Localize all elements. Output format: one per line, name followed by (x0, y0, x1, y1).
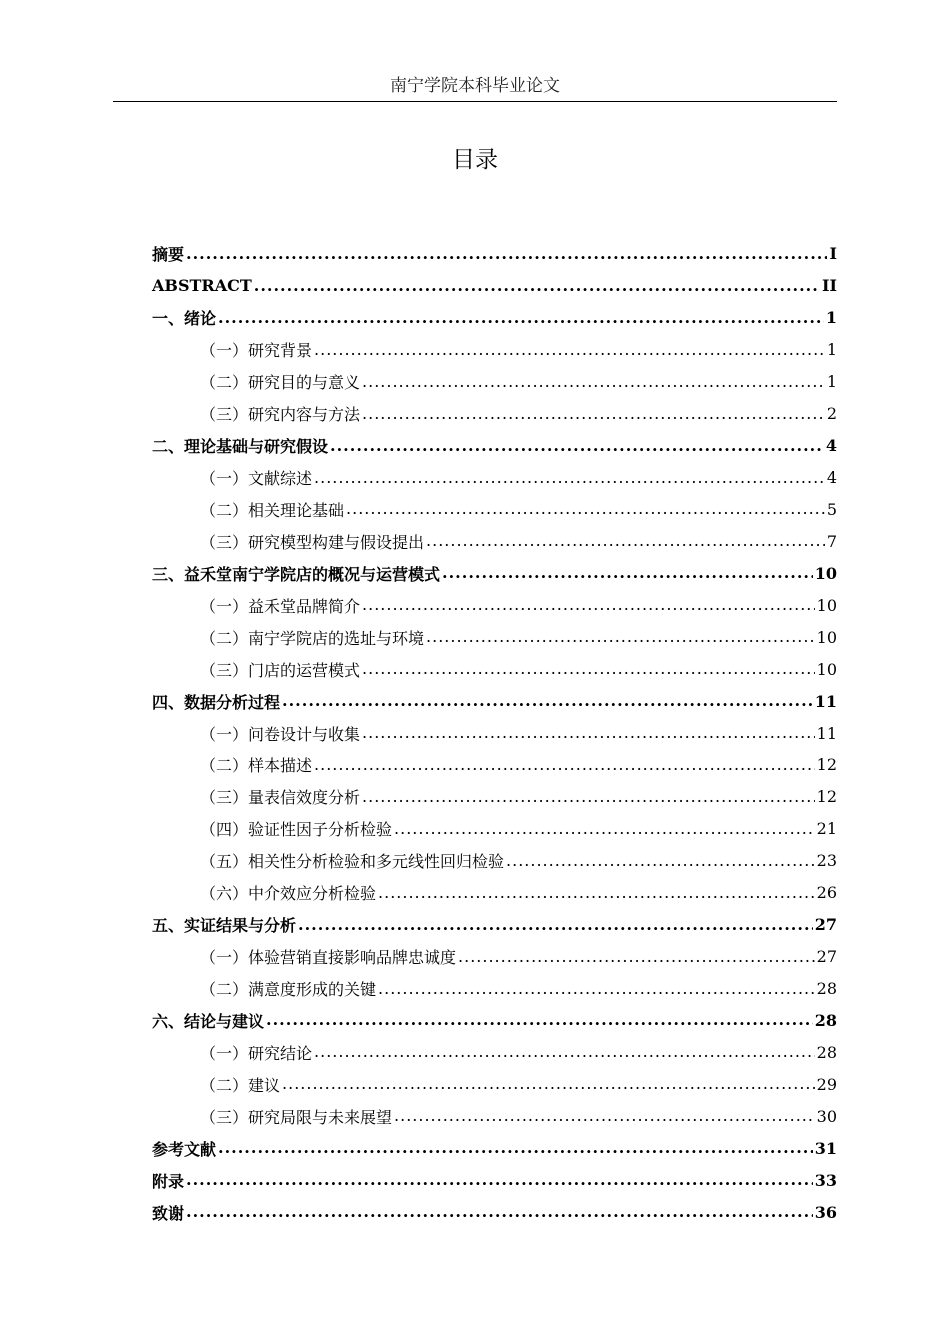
toc-entry-title: 摘要 (152, 245, 185, 265)
toc-entry-page-number: 28 (814, 1010, 837, 1030)
toc-entry-number: （三） (200, 1107, 249, 1127)
toc-leader-dots (314, 468, 825, 488)
toc-entry[interactable] (152, 1132, 837, 1164)
toc-entry-number: 五、 (152, 916, 185, 936)
toc-entry-number: （二） (200, 980, 249, 1000)
toc-entry[interactable] (152, 1005, 837, 1037)
toc-entry-number: 四、 (152, 692, 185, 712)
toc-leader-dots (378, 883, 815, 903)
toc-entry-page-number: 12 (816, 755, 837, 775)
toc-entry-number: （一） (200, 948, 249, 968)
toc-entry[interactable] (152, 525, 837, 557)
toc-leader-dots (186, 1170, 813, 1190)
toc-entry-title: 致谢 (152, 1203, 185, 1223)
toc-leader-dots (330, 436, 824, 456)
toc-entry-page-number: 10 (816, 595, 837, 615)
toc-entry-title: 相关性分析检验和多元线性回归检验 (248, 852, 505, 872)
toc-entry[interactable] (152, 462, 837, 494)
toc-entry[interactable] (152, 430, 837, 462)
toc-entry-page-number: 10 (814, 563, 837, 583)
toc-leader-dots (458, 947, 815, 967)
header-rule (113, 101, 837, 102)
toc-entry-title: 体验营销直接影响品牌忠诚度 (248, 948, 457, 968)
toc-leader-dots (362, 723, 815, 743)
toc-entry-page-number: 21 (816, 819, 837, 839)
toc-leader-dots (254, 276, 820, 296)
toc-entry-title: 益禾堂品牌简介 (248, 596, 361, 616)
toc-leader-dots (362, 659, 815, 679)
toc-entry-title: 结论与建议 (184, 1011, 265, 1031)
toc-entry[interactable] (152, 366, 837, 398)
toc-entry[interactable] (152, 1196, 837, 1228)
toc-entry-number: 二、 (152, 437, 185, 457)
toc-entry-title: 文献综述 (248, 469, 313, 489)
toc-entry-page-number: 31 (814, 1138, 837, 1158)
toc-leader-dots (186, 244, 827, 264)
toc-entry-title: 量表信效度分析 (248, 788, 361, 808)
toc-leader-dots (378, 979, 815, 999)
toc-entry-title: 南宁学院店的选址与环境 (248, 628, 425, 648)
toc-leader-dots (362, 372, 825, 392)
toc-entry[interactable] (152, 238, 837, 270)
toc-entry-title: 数据分析过程 (184, 692, 281, 712)
toc-entry-number: （三） (200, 532, 249, 552)
toc-entry-number: （二） (200, 1075, 249, 1095)
toc-entry-title: 验证性因子分析检验 (248, 820, 393, 840)
toc-entry[interactable] (152, 1068, 837, 1100)
toc-entry-number: 六、 (152, 1011, 185, 1031)
toc-leader-dots (186, 1202, 813, 1222)
toc-entry-number: （二） (200, 628, 249, 648)
toc-entry-title: 绪论 (184, 309, 217, 329)
toc-entry-page-number: 1 (825, 308, 837, 328)
toc-entry-page-number: 30 (816, 1106, 837, 1126)
toc-entry-page-number: 33 (814, 1170, 837, 1190)
toc-leader-dots (426, 627, 815, 647)
toc-entry-page-number: I (829, 244, 837, 264)
toc-entry-page-number: 29 (816, 1074, 837, 1094)
toc-entry-number: （一） (200, 1043, 249, 1063)
toc-leader-dots (282, 691, 813, 711)
toc-entry-number: （一） (200, 341, 249, 361)
toc-leader-dots (266, 1010, 813, 1030)
toc-entry-title: 研究内容与方法 (248, 405, 361, 425)
toc-entry[interactable] (152, 941, 837, 973)
toc-entry[interactable] (152, 398, 837, 430)
toc-leader-dots (298, 915, 813, 935)
toc-entry-title: 样本描述 (248, 756, 313, 776)
toc-entry[interactable] (152, 781, 837, 813)
toc-leader-dots (282, 1074, 815, 1094)
toc-entry-title: 中介效应分析检验 (248, 884, 377, 904)
toc-entry-page-number: 26 (816, 883, 837, 903)
toc-entry-page-number: 12 (816, 787, 837, 807)
toc-entry-title: 研究局限与未来展望 (248, 1107, 393, 1127)
toc-entry-title: 理论基础与研究假设 (184, 437, 329, 457)
toc-entry-number: （三） (200, 788, 249, 808)
toc-entry-number: （二） (200, 756, 249, 776)
page-title: 目录 (452, 147, 498, 173)
toc-entry-page-number: II (822, 276, 837, 296)
toc-entry-title: 附录 (152, 1171, 185, 1191)
table-of-contents (152, 238, 837, 1228)
toc-leader-dots (218, 1138, 813, 1158)
toc-entry-number: （三） (200, 405, 249, 425)
toc-leader-dots (314, 1042, 815, 1062)
toc-entry-number: （五） (200, 852, 249, 872)
toc-entry-page-number: 23 (816, 851, 837, 871)
toc-entry-title: 门店的运营模式 (248, 660, 361, 680)
toc-entry-number: （一） (200, 469, 249, 489)
toc-leader-dots (314, 755, 815, 775)
toc-entry[interactable] (152, 270, 837, 302)
toc-entry-page-number: 2 (826, 404, 837, 424)
toc-entry[interactable] (152, 749, 837, 781)
toc-entry-title: ABSTRACT (152, 276, 252, 296)
toc-entry-page-number: 10 (816, 627, 837, 647)
toc-leader-dots (314, 340, 825, 360)
toc-entry-page-number: 27 (816, 947, 837, 967)
toc-entry-title: 参考文献 (152, 1139, 217, 1159)
toc-entry-title: 相关理论基础 (248, 500, 345, 520)
toc-entry-number: （六） (200, 884, 249, 904)
toc-entry-page-number: 1 (826, 340, 837, 360)
toc-entry-number: （一） (200, 724, 249, 744)
toc-entry-number: （一） (200, 596, 249, 616)
toc-leader-dots (506, 851, 815, 871)
toc-entry[interactable] (152, 557, 837, 589)
toc-entry-page-number: 5 (826, 499, 837, 519)
toc-entry[interactable] (152, 1100, 837, 1132)
toc-entry-page-number: 10 (816, 659, 837, 679)
toc-entry-title: 研究目的与意义 (248, 373, 361, 393)
toc-entry-page-number: 28 (816, 1042, 837, 1062)
toc-leader-dots (346, 499, 825, 519)
toc-entry[interactable] (152, 334, 837, 366)
toc-entry[interactable] (152, 909, 837, 941)
toc-entry-page-number: 11 (816, 723, 837, 743)
toc-leader-dots (394, 819, 815, 839)
toc-entry-page-number: 4 (826, 468, 837, 488)
toc-entry-title: 问卷设计与收集 (248, 724, 361, 744)
toc-entry-number: （二） (200, 500, 249, 520)
toc-entry[interactable] (152, 717, 837, 749)
toc-leader-dots (426, 531, 825, 551)
toc-entry-number: 三、 (152, 564, 185, 584)
toc-entry-page-number: 7 (826, 531, 837, 551)
toc-entry-title: 研究模型构建与假设提出 (248, 532, 425, 552)
toc-entry[interactable] (152, 973, 837, 1005)
toc-entry[interactable] (152, 845, 837, 877)
toc-entry[interactable] (152, 621, 837, 653)
toc-entry-number: （三） (200, 660, 249, 680)
toc-entry-title: 实证结果与分析 (184, 916, 297, 936)
toc-entry-page-number: 36 (814, 1202, 837, 1222)
toc-entry-number: （二） (200, 373, 249, 393)
toc-entry[interactable] (152, 302, 837, 334)
toc-entry[interactable] (152, 653, 837, 685)
toc-entry[interactable] (152, 813, 837, 845)
running-header: 南宁学院本科毕业论文 (390, 76, 560, 96)
toc-entry[interactable] (152, 877, 837, 909)
toc-entry-page-number: 4 (825, 436, 837, 456)
toc-leader-dots (442, 563, 813, 583)
toc-entry-title: 研究结论 (248, 1043, 313, 1063)
toc-leader-dots (362, 787, 815, 807)
toc-entry-page-number: 28 (816, 979, 837, 999)
toc-entry-page-number: 11 (814, 691, 837, 711)
toc-entry-number: 一、 (152, 309, 185, 329)
toc-leader-dots (218, 308, 824, 328)
toc-entry-title: 建议 (248, 1075, 281, 1095)
toc-entry[interactable] (152, 589, 837, 621)
toc-leader-dots (362, 595, 815, 615)
toc-entry-title: 研究背景 (248, 341, 313, 361)
toc-entry[interactable] (152, 1164, 837, 1196)
toc-leader-dots (394, 1106, 815, 1126)
toc-leader-dots (362, 404, 825, 424)
toc-entry-number: （四） (200, 820, 249, 840)
toc-entry-title: 满意度形成的关键 (248, 980, 377, 1000)
toc-entry-title: 益禾堂南宁学院店的概况与运营模式 (184, 564, 441, 584)
toc-entry[interactable] (152, 1036, 837, 1068)
toc-entry-page-number: 1 (826, 372, 837, 392)
toc-entry[interactable] (152, 494, 837, 526)
toc-entry-page-number: 27 (814, 915, 837, 935)
toc-entry[interactable] (152, 685, 837, 717)
